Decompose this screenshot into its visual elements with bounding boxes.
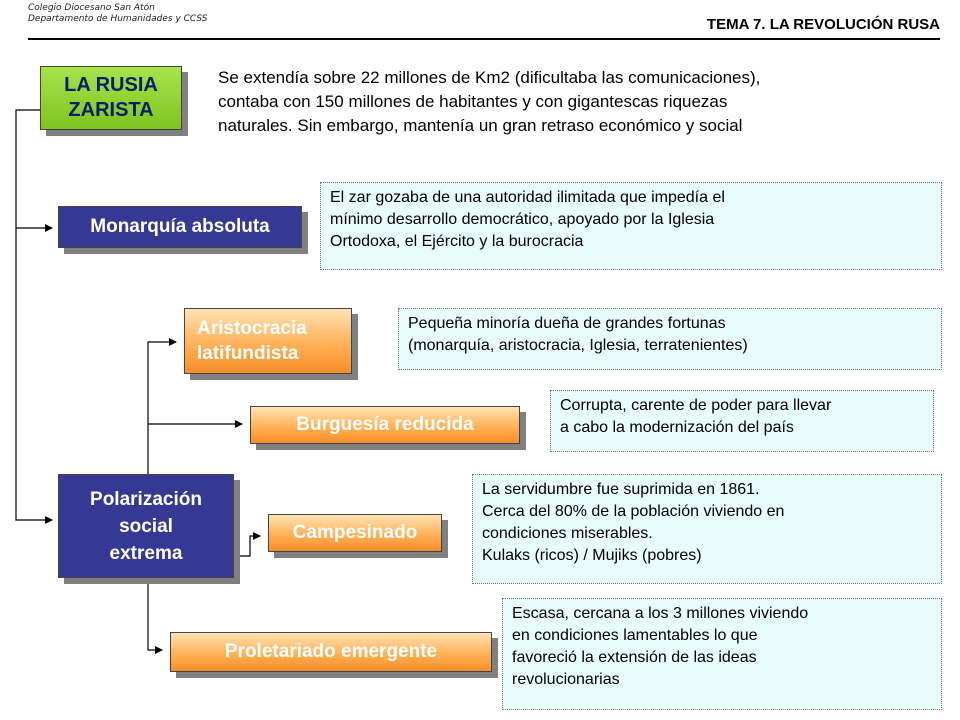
rusia-line-1: LA RUSIA	[64, 74, 158, 96]
aristocracia-note-line: Pequeña minoría dueña de grandes fortunas	[408, 315, 726, 332]
monarquia-note-line: mínimo desarrollo democrático, apoyado por la Iglesia	[330, 211, 715, 228]
connector-trunk	[16, 110, 52, 520]
monarquia-note	[320, 182, 942, 270]
rusia-zarista-box	[40, 66, 182, 130]
campesinado-note-line: La servidumbre fue suprimida en 1861.	[482, 481, 760, 498]
aristocracia-line-1: Aristocracia	[197, 318, 307, 339]
aristocracia-note-line: (monarquía, aristocracia, Iglesia, terratenientes)	[408, 337, 748, 354]
topic-title: TEMA 7. LA REVOLUCIÓN RUSA	[706, 16, 940, 33]
proletariado-note-line: en condiciones lamentables lo que	[512, 627, 758, 644]
campesinado-note-line: Kulaks (ricos) / Mujiks (pobres)	[482, 547, 702, 564]
proletariado-note-line: Escasa, cercana a los 3 millones viviendo	[512, 605, 809, 622]
campesinado-box	[268, 514, 442, 552]
proletariado-box	[170, 632, 492, 672]
polarizacion-box	[58, 474, 234, 578]
burguesia-note	[550, 390, 934, 452]
campesinado-label: Campesinado	[292, 522, 418, 543]
aristocracia-line-2: latifundista	[197, 343, 299, 364]
campesinado-note-line: Cerca del 80% de la población viviendo en	[482, 503, 785, 520]
monarquia-note-line: Ortodoxa, el Ejército y la burocracia	[330, 233, 584, 250]
connector-campesinado	[233, 536, 260, 556]
proletariado-note-line: favoreció la extensión de las ideas	[512, 649, 757, 666]
polarizacion-line-3: extrema	[109, 542, 183, 564]
school-name: Colegio Diocesano San Atón	[28, 3, 155, 13]
rusia-desc-line: Se extendía sobre 22 millones de Km2 (dificultaba las comunicaciones),	[218, 68, 761, 87]
proletariado-note	[502, 598, 942, 710]
connector-polar-trunk	[148, 342, 176, 474]
campesinado-note-line: condiciones miserables.	[482, 525, 653, 542]
monarquia-label: Monarquía absoluta	[90, 216, 270, 237]
burguesia-note-line: Corrupta, carente de poder para llevar	[560, 397, 832, 414]
aristocracia-box	[184, 308, 352, 374]
rusia-description	[218, 66, 938, 138]
rusia-desc-line: contaba con 150 millones de habitantes y con gigantescas riquezas	[218, 92, 728, 111]
burguesia-box	[250, 406, 520, 444]
monarquia-box	[58, 206, 302, 248]
polarizacion-line-2: social	[119, 515, 173, 537]
connector-polar-down	[148, 578, 162, 650]
proletariado-note-line: revolucionarias	[512, 671, 620, 688]
proletariado-label: Proletariado emergente	[224, 641, 438, 662]
rusia-desc-line: naturales. Sin embargo, mantenía un gran retraso económico y social	[218, 116, 743, 135]
polarizacion-line-1: Polarización	[90, 488, 202, 510]
burguesia-label: Burguesía reducida	[296, 414, 474, 435]
rusia-line-2: ZARISTA	[68, 99, 154, 121]
department-name: Departamento de Humanidades y CCSS	[28, 14, 208, 24]
aristocracia-note	[398, 308, 942, 370]
monarquia-note-line: El zar gozaba de una autoridad ilimitada que impedía el	[330, 189, 725, 206]
burguesia-note-line: a cabo la modernización del país	[560, 419, 794, 436]
campesinado-note	[472, 474, 942, 584]
